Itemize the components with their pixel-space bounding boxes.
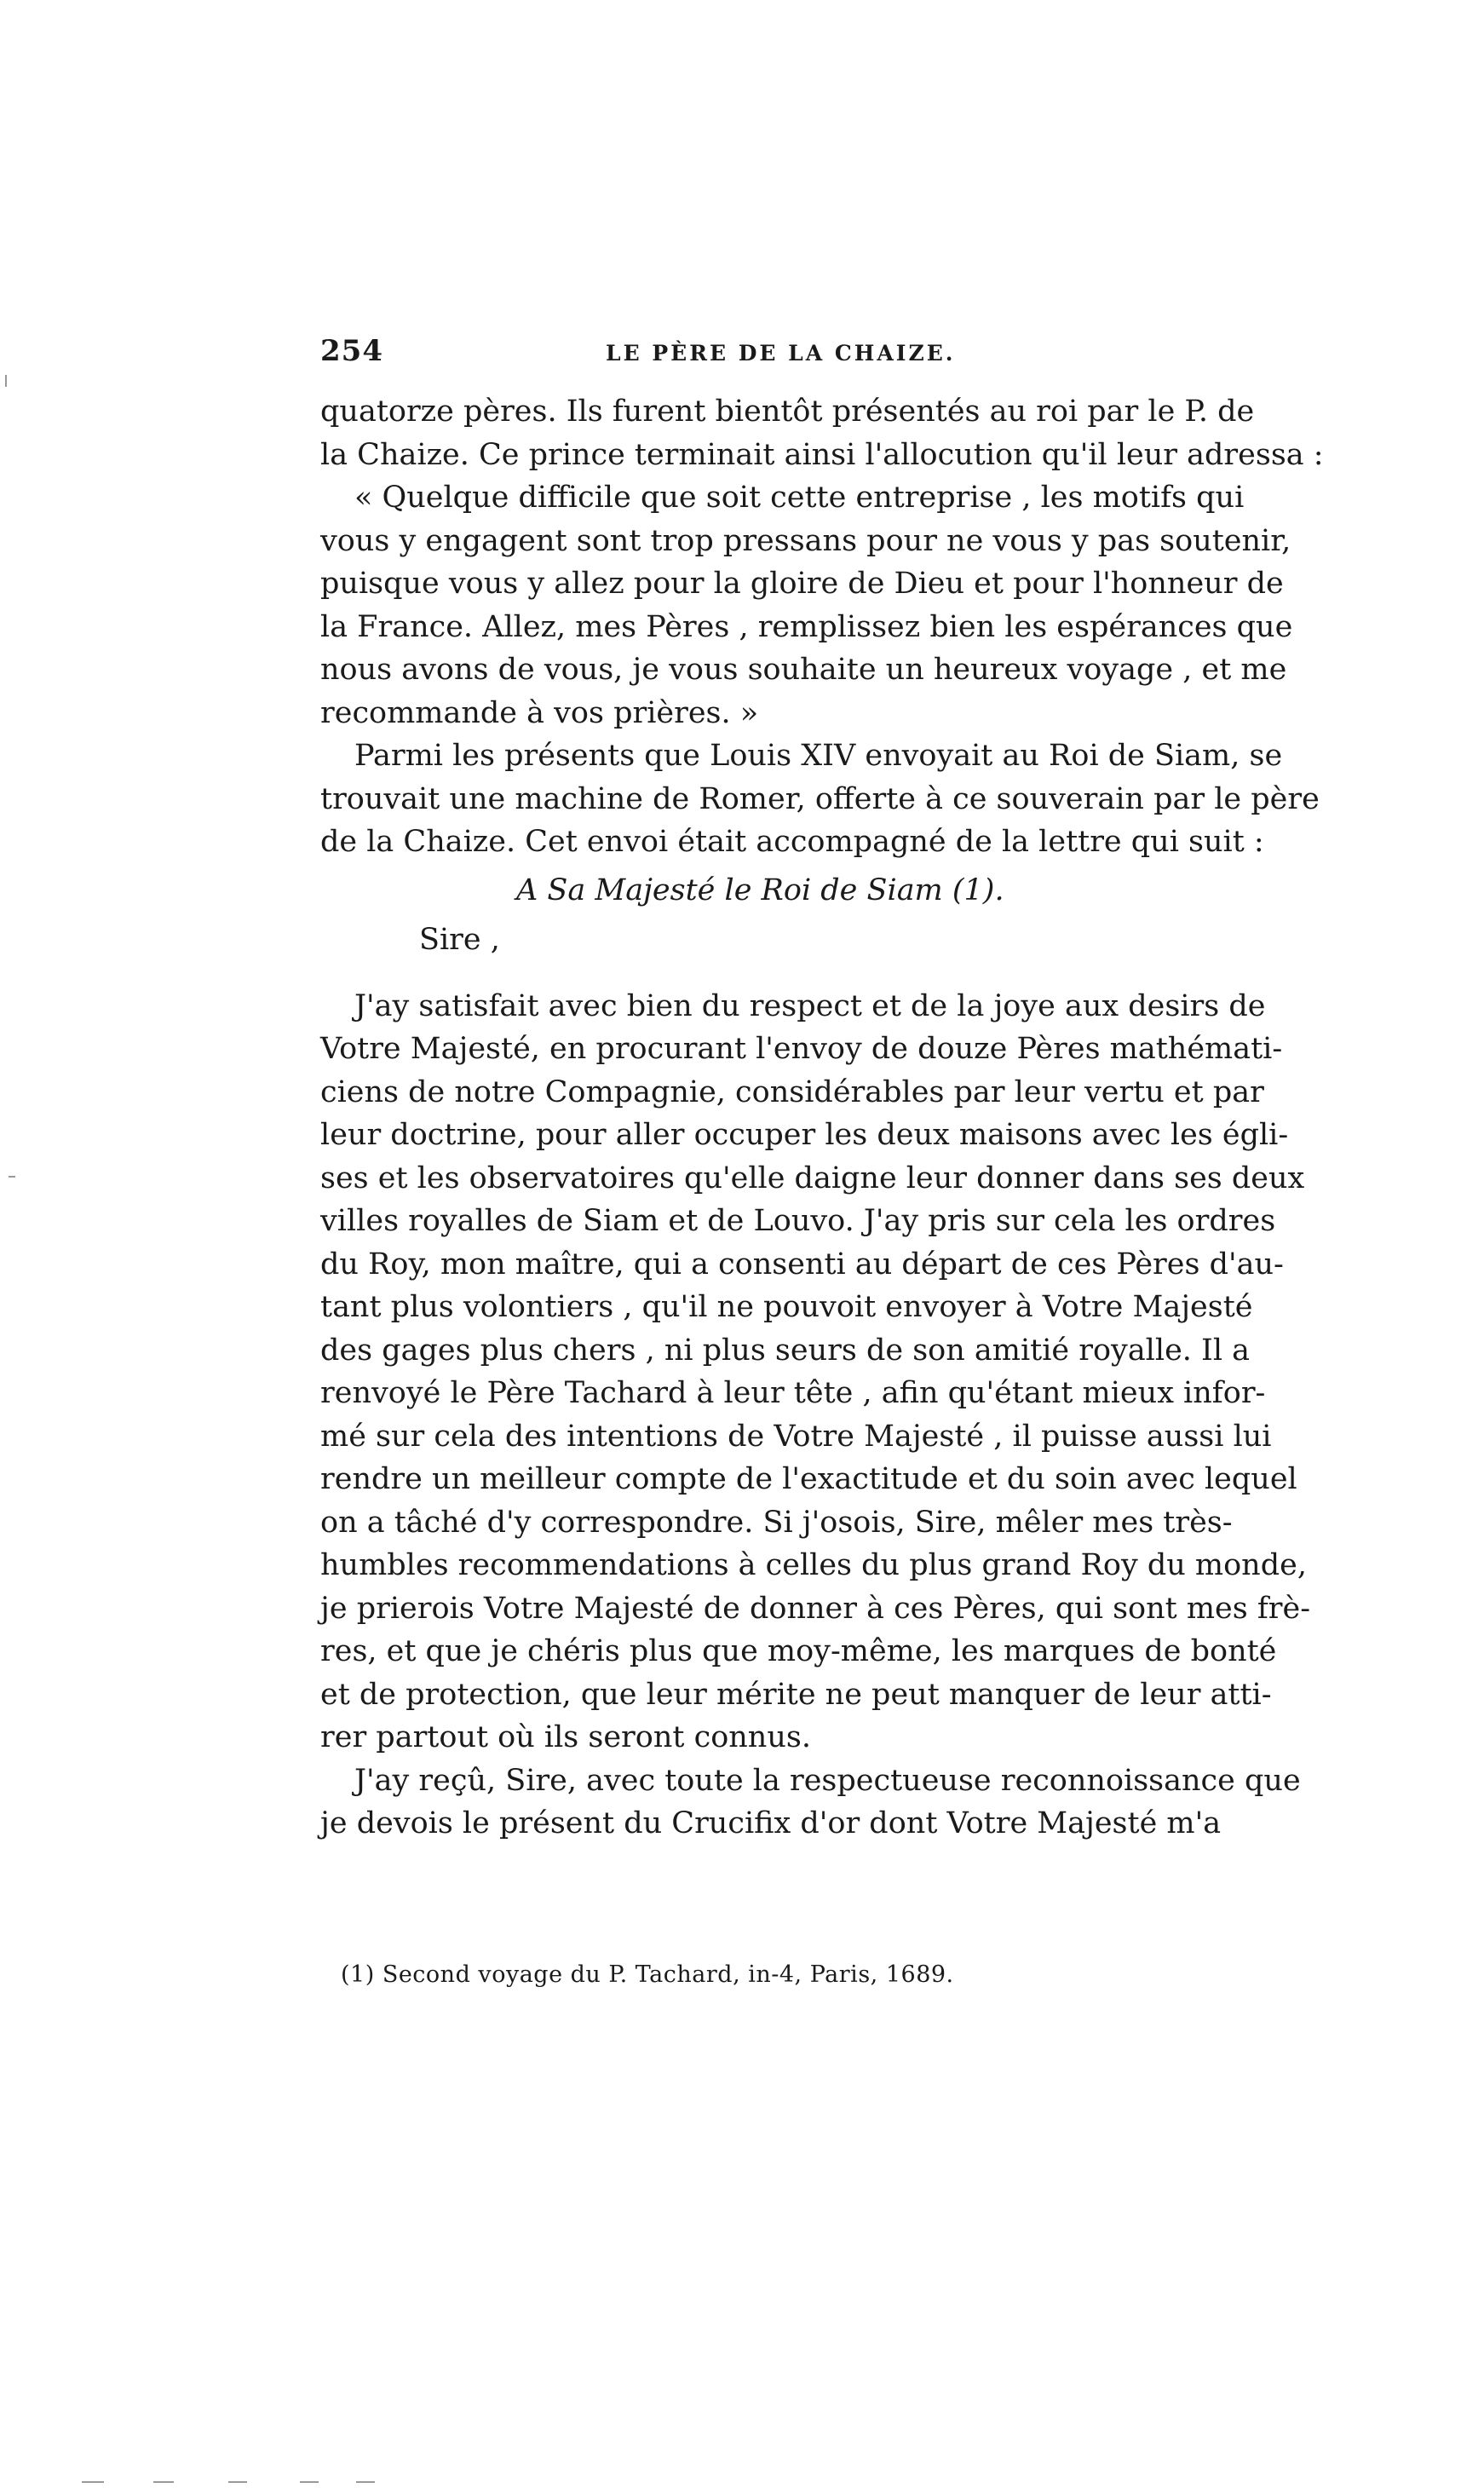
scan-mark: [153, 2481, 174, 2483]
text-line: rer partout où ils seront connus.: [320, 1720, 811, 1754]
text-line: « Quelque difficile que soit cette entreprise , les motifs qui: [354, 481, 1245, 515]
text-line: res, et que je chéris plus que moy-même, les marques de bonté: [320, 1634, 1277, 1668]
royal-quote: [320, 476, 1293, 734]
page-header: [320, 334, 1218, 377]
scan-mark: [356, 2481, 375, 2483]
text-line: on a tâché d'y correspondre. Si j'osois, Sire, mêler mes très-: [320, 1505, 1233, 1540]
text-line: ciens de notre Compagnie, considérables par leur vertu et par: [320, 1074, 1264, 1109]
text-line: la France. Allez, mes Pères , remplissez bien les espérances que: [320, 609, 1293, 644]
text-line: villes royalles de Siam et de Louvo. J'ay pris sur cela les ordres: [320, 1204, 1276, 1238]
text-line: et de protection, que leur mérite ne peut manquer de leur atti-: [320, 1677, 1272, 1712]
scan-mark: [300, 2481, 319, 2483]
text-line: Parmi les présents que Louis XIV envoyait au Roi de Siam, se: [354, 739, 1283, 773]
page-body: [320, 390, 1324, 1846]
footnote: (1) Second voyage du P. Tachard, in-4, Paris, 1689.: [341, 1961, 954, 1988]
text-line: rendre un meilleur compte de l'exactitude et du soin avec lequel: [320, 1462, 1297, 1496]
scan-mark: [9, 1176, 15, 1178]
letter-paragraph-2: [320, 1759, 1301, 1846]
text-line: du Roy, mon maître, qui a consenti au départ de ces Pères d'au-: [320, 1247, 1284, 1281]
text-line: mé sur cela des intentions de Votre Majesté , il puisse aussi lui: [320, 1419, 1272, 1454]
text-line: nous avons de vous, je vous souhaite un heureux voyage , et me: [320, 653, 1287, 687]
text-line: de la Chaize. Cet envoi était accompagné de la lettre qui suit :: [320, 825, 1264, 859]
letter-heading: A Sa Majesté le Roi de Siam (1).: [516, 873, 1004, 907]
text-line: renvoyé le Père Tachard à leur tête , afin qu'étant mieux infor-: [320, 1376, 1266, 1410]
paragraph-2: [320, 734, 1320, 864]
letter-salutation: Sire ,: [419, 922, 500, 957]
text-line: Votre Majesté, en procurant l'envoy de douze Pères mathémati-: [320, 1032, 1283, 1066]
text-line: leur doctrine, pour aller occuper les deux maisons avec les égli-: [320, 1118, 1289, 1152]
text-line: la Chaize. Ce prince terminait ainsi l'allocution qu'il leur adressa :: [320, 437, 1324, 472]
text-line: je prierois Votre Majesté de donner à ces Pères, qui sont mes frè-: [320, 1591, 1311, 1626]
letter-paragraph-1: [320, 985, 1311, 1759]
page-number: 254: [320, 334, 383, 368]
text-line: des gages plus chers , ni plus seurs de son amitié royalle. Il a: [320, 1333, 1251, 1368]
scan-mark: [5, 375, 7, 387]
text-line: J'ay satisfait avec bien du respect et de la joye aux desirs de: [354, 988, 1266, 1023]
text-line: ses et les observatoires qu'elle daigne leur donner dans ses deux: [320, 1160, 1305, 1195]
paragraph-1: [320, 390, 1324, 476]
scan-mark: [228, 2481, 247, 2483]
text-line: vous y engagent sont trop pressans pour ne vous y pas soutenir,: [320, 523, 1291, 558]
running-title: LE PÈRE DE LA CHAIZE.: [606, 341, 956, 366]
text-line: puisque vous y allez pour la gloire de Dieu et pour l'honneur de: [320, 567, 1284, 601]
text-line: je devois le présent du Crucifix d'or dont Votre Majesté m'a: [320, 1806, 1222, 1840]
text-line: recommande à vos prières. »: [320, 695, 759, 730]
text-line: J'ay reçû, Sire, avec toute la respectueuse reconnoissance que: [354, 1763, 1301, 1798]
text-line: quatorze pères. Ils furent bientôt présentés au roi par le P. de: [320, 395, 1255, 429]
scan-mark: [82, 2481, 104, 2483]
text-line: tant plus volontiers , qu'il ne pouvoit envoyer à Votre Majesté: [320, 1290, 1253, 1324]
text-line: trouvait une machine de Romer, offerte à ce souverain par le père: [320, 781, 1320, 816]
text-line: humbles recommendations à celles du plus grand Roy du monde,: [320, 1548, 1307, 1582]
